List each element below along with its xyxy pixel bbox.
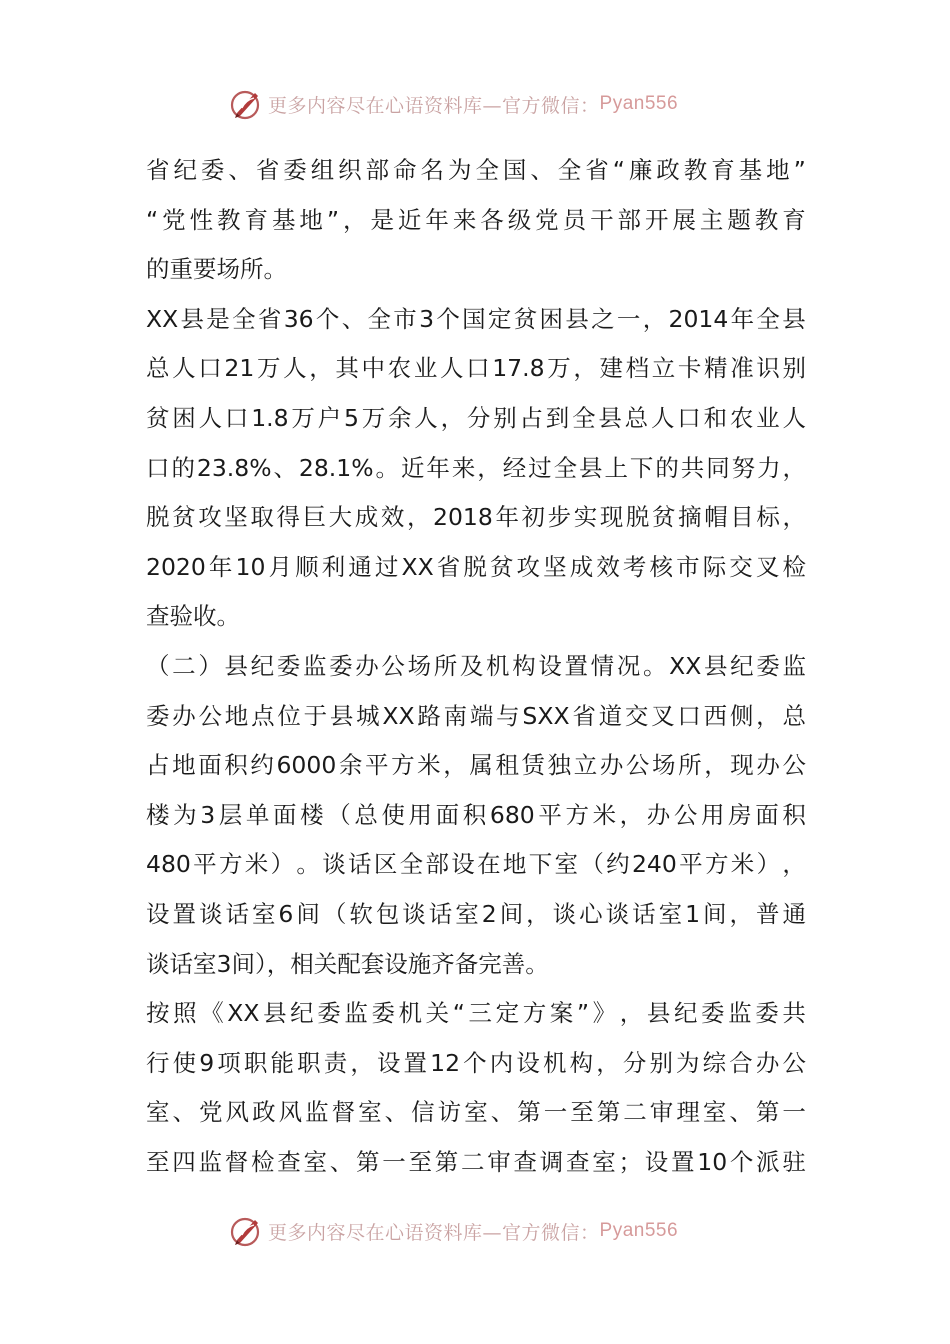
text-line: 脱 贫 攻 坚 取 得 巨 大 成 效 ， 2018 年 初 步 实 现 脱 贫 摘 帽 目 标 ， [146,503,806,532]
text-line: 行 使 9 项 职 能 职 责 ， 设 置 12 个 内 设 机 构 ， 分 别 为 综 合 办 公 [146,1048,806,1077]
pen-logo-icon [228,86,264,122]
text-line: 楼 为 3 层 单 面 楼 （ 总 使 用 面 积 680 平 方 米 ， 办 公 用 房 面 积 [146,800,806,829]
text-line: 省 纪 委 、 省 委 组 织 部 命 名 为 全 国 、 全 省 “ 廉 政 教 育 基 地 ” [146,156,806,184]
watermark-wechat-id: Pyan556 [599,93,679,114]
text-line: 2020 年 10 月 顺 利 通 过 XX 省 脱 贫 攻 坚 成 效 考 核 市 际 交 叉 检 [146,552,806,581]
watermark-wechat-id: Pyan556 [599,1220,679,1241]
text-line: 委 办 公 地 点 位 于 县 城 XX 路 南 端 与 SXX 省 道 交 叉 口 西 侧 ， 总 [146,701,806,730]
text-line: 室 、 党 风 政 风 监 督 室 、 信 访 室 、 第 一 至 第 二 审 理 室 、 第 一 [146,1098,806,1127]
text-line: 谈话室3间），相关配套设施齐备完善。 [146,949,549,978]
text-line: 设 置 谈 话 室 6 间 （ 软 包 谈 话 室 2 间 ， 谈 心 谈 话 室 1 间 ， 普 通 [146,899,806,928]
document-body [146,146,806,1187]
text-line: 查验收。 [146,602,240,631]
watermark-header [228,84,678,124]
pen-logo-icon [228,1213,264,1249]
watermark-text: 更多内容尽在心语资料库—官方微信： [268,94,600,117]
watermark-footer [228,1211,678,1251]
text-line: 总 人 口 21 万 人 ， 其 中 农 业 人 口 17.8 万 ， 建 档 立 卡 精 准 识 别 [146,354,806,383]
text-line: （ 二 ） 县 纪 委 监 委 办 公 场 所 及 机 构 设 置 情 况 。 XX 县 纪 委 监 [146,651,806,680]
text-line: 口 的 23.8% 、 28.1% 。 近 年 来 ， 经 过 全 县 上 下 的 共 同 努 力 ， [146,453,806,482]
text-line: 按 照 《 XX 县 纪 委 监 委 机 关 “ 三 定 方 案 ” 》 ， 县 纪 委 监 委 共 [146,999,806,1028]
watermark-text: 更多内容尽在心语资料库—官方微信： [268,1221,600,1244]
text-line: 贫 困 人 口 1.8 万 户 5 万 余 人 ， 分 别 占 到 全 县 总 人 口 和 农 业 人 [146,403,806,432]
text-line: XX 县 是 全 省 36 个 、 全 市 3 个 国 定 贫 困 县 之 一 ， 2014 年 全 县 [146,304,806,333]
text-line: 至 四 监 督 检 查 室 、 第 一 至 第 二 审 查 调 查 室 ； 设 置 10 个 派 驻 [146,1147,806,1176]
text-line: 占 地 面 积 约 6000 余 平 方 米 ， 属 租 赁 独 立 办 公 场 所 ， 现 办 公 [146,751,806,780]
text-line: 的重要场所。 [146,255,287,284]
text-line: “ 党 性 教 育 基 地 ” ， 是 近 年 来 各 级 党 员 干 部 开 展 主 题 教 育 [146,205,806,234]
text-line: 480 平 方 米 ） 。 谈 话 区 全 部 设 在 地 下 室 （ 约 240 平 方 米 ） ， [146,850,806,879]
